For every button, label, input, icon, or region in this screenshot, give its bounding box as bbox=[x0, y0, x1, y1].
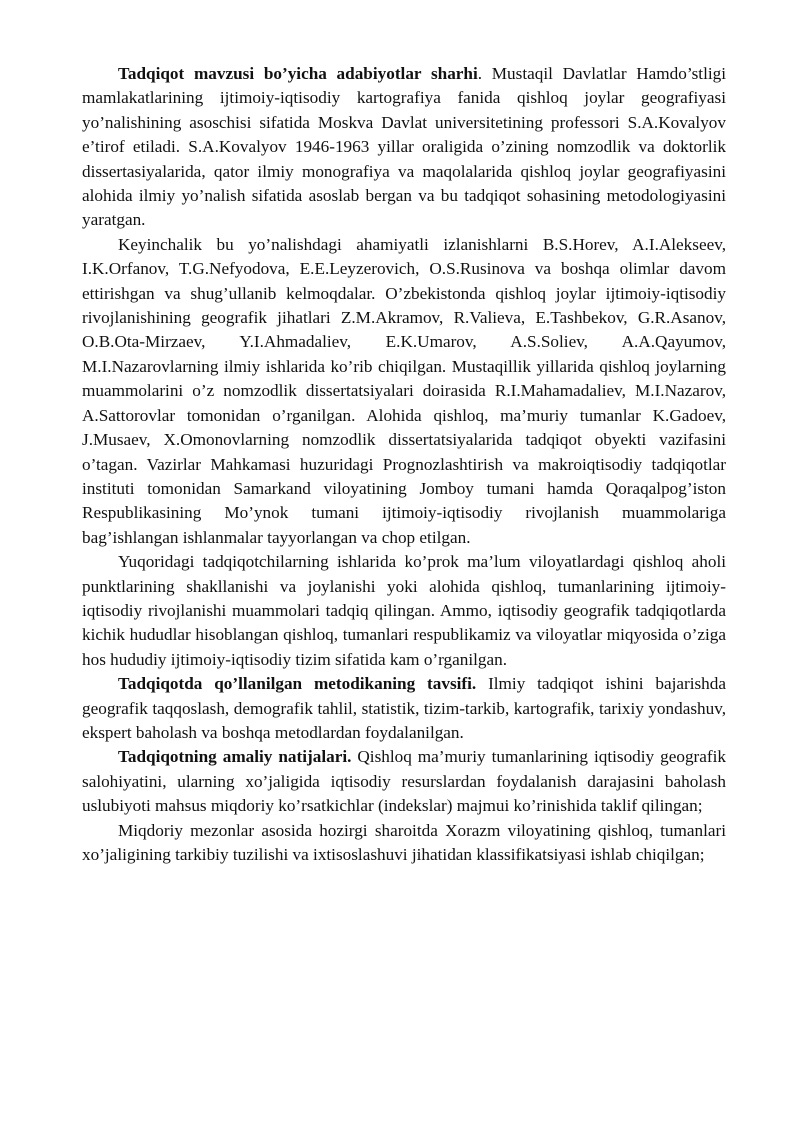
paragraph-text: . Mustaqil Davlatlar Hamdo’stligi mamlakatlarining ijtimoiy-iqtisodiy kartografiya fanida qishloq joylar geografiyasi yo’nalishining asoschisi sifatida Moskva Davlat universitetining professori S.A.Kovalyov e’tirof etiladi. S.A.Kovalyov 1946-1963 yillar oraligida o’zining nomzodlik va doktorlik dissertasiyalarida, qator ilmiy monografiya va maqolalarida qishloq joylar geografiyasini alohida ilmiy yo’nalish sifatida asoslab bergan va bu tadqiqot sohasining metodologiyasini yaratgan. bbox=[82, 64, 727, 230]
document-page bbox=[82, 62, 726, 867]
paragraph-previous-studies bbox=[82, 550, 726, 672]
paragraph-text: Qishloq ma’muriy tumanlarining iqtisodiy geografik salohiyatini, ularning xo’jaligida iqtisodiy resurslardan foydalanish darajasini baholash uslubiyoti mahsus miqdoriy ko’rsatkichlar (indekslar) majmui ko’rinishida taklif qilingan; bbox=[82, 747, 726, 816]
paragraph-methodology bbox=[82, 672, 726, 745]
paragraph-practical-results bbox=[82, 745, 726, 818]
paragraph-text: Yuqoridagi tadqiqotchilarning ishlarida ko’prok ma’lum viloyatlardagi qishloq aholi punktlarining shakllanishi va joylanishi yoki alohida qishloq, tumanlarining ijtimoiy-iqtisodiy rivojlanishi muammolari tadqiq qilingan. Ammo, iqtisodiy geografik tadqiqotlarda kichik hududlar hisoblangan qishloq, tumanlari respublikamiz va viloyatlar miqyosida o’ziga hos hududiy ijtimoiy-iqtisodiy tizim sifatida kam o’rganilgan. bbox=[82, 552, 726, 669]
paragraph-heading: Tadqiqot mavzusi bo’yicha adabiyotlar sharhi bbox=[118, 64, 478, 83]
paragraph-heading: Tadqiqotning amaliy natijalari. bbox=[118, 747, 352, 767]
paragraph-classification bbox=[82, 819, 726, 868]
paragraph-researchers bbox=[82, 233, 726, 550]
paragraph-text: Ilmiy tadqiqot ishini bajarishda geografik taqqoslash, demografik tahlil, statistik, tizim-tarkib, kartografik, tarixiy yondashuv, ekspert baholash va boshqa metodlardan foydalanilgan. bbox=[82, 674, 726, 742]
paragraph-text: Miqdoriy mezonlar asosida hozirgi sharoitda Xorazm viloyatining qishloq, tumanlari xo’jaligining tarkibiy tuzilishi va ixtisoslashuvi jihatidan klassifikatsiyasi ishlab chiqilgan; bbox=[82, 820, 726, 864]
paragraph-heading: Tadqiqotda qo’llanilgan metodikaning tavsifi. bbox=[118, 674, 477, 694]
paragraph-literature-review bbox=[82, 62, 726, 233]
paragraph-text: Keyinchalik bu yo’nalishdagi ahamiyatli izlanishlarni B.S.Horev, A.I.Alekseev, I.K.Orfanov, T.G.Nefyodova, E.E.Leyzerovich, O.S.Rusinova va boshqa olimlar davom ettirishgan va shug’ullanib kelmoqdalar. O’zbekistonda qishloq joylar ijtimoiy-iqtisodiy rivojlanishining geografik jihatlari Z.M.Akramov, R.Valieva, E.Tashbekov, G.R.Asanov, O.B.Ota-Mirzaev, Y.I.Ahmadaliev, E.K.Umarov, A.S.Soliev, A.A.Qayumov, M.I.Nazarovlarning ilmiy ishlarida ko’rib chiqilgan. Mustaqillik yillarida qishloq joylarning muammolarini o’z nomzodlik dissertatsiyalari doirasida R.I.Mahamadaliev, M.I.Nazarov, A.Sattorovlar tomonidan o’rganilgan. Alohida qishloq, ma’muriy tumanlar K.Gadoev, J.Musaev, X.Omonovlarning nomzodlik dissertatsiyalarida tadqiqot obyekti vazifasini o’tagan. Vazirlar Mahkamasi huzuridagi Prognozlashtirish va makroiqtisodiy tadqiqotlar instituti tomonidan Samarkand viloyatining Jomboy tumani hamda Qoraqalpog’iston Respublikasining Mo’ynok tumani ijtimoiy-iqtisodiy rivojlanish muammolariga bag’ishlangan ishlanmalar tayyorlangan va chop etilgan. bbox=[82, 234, 726, 547]
